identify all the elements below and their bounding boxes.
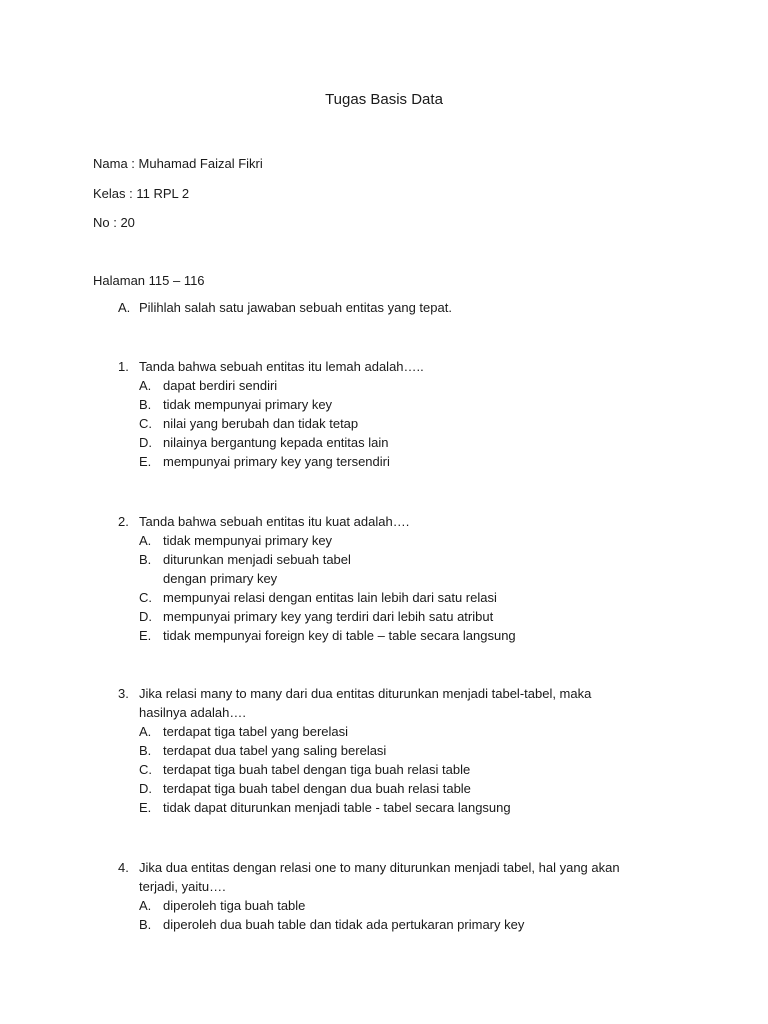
question-text: Tanda bahwa sebuah entitas itu kuat adalah….	[139, 514, 410, 529]
option-text: terdapat tiga buah tabel dengan dua buah relasi table	[163, 781, 471, 796]
question-item	[118, 858, 620, 934]
answer-option	[118, 452, 424, 471]
answer-option	[118, 414, 424, 433]
option-text: diperoleh dua buah table dan tidak ada pertukaran primary key	[163, 917, 525, 932]
option-letter: D.	[139, 609, 152, 624]
option-letter: A.	[139, 724, 152, 739]
question-item	[118, 684, 591, 817]
question-number: 3.	[118, 686, 129, 701]
option-text: nilai yang berubah dan tidak tetap	[163, 416, 359, 431]
option-letter: E.	[139, 628, 152, 643]
option-letter: A.	[139, 898, 152, 913]
option-letter: B.	[139, 743, 152, 758]
option-letter: E.	[139, 800, 152, 815]
document-title: Tugas Basis Data	[325, 91, 443, 108]
question-number: 1.	[118, 359, 129, 374]
answer-option	[118, 779, 591, 798]
page-range: Halaman 115 – 116	[93, 273, 205, 288]
option-text: tidak dapat diturunkan menjadi table - tabel secara langsung	[163, 800, 511, 815]
answer-option	[118, 376, 424, 395]
answer-option	[118, 722, 591, 741]
question-row	[118, 858, 620, 877]
option-letter: B.	[139, 917, 152, 932]
question-item	[118, 357, 424, 471]
option-text: terdapat tiga tabel yang berelasi	[163, 724, 349, 739]
question-row	[118, 512, 516, 531]
answer-option	[118, 896, 620, 915]
option-text: diperoleh tiga buah table	[163, 898, 306, 913]
question-text-continued: terjadi, yaitu….	[139, 879, 226, 894]
option-letter: D.	[139, 435, 152, 450]
section-instruction	[118, 298, 452, 317]
option-text: terdapat dua tabel yang saling berelasi	[163, 743, 387, 758]
option-text: mempunyai primary key yang tersendiri	[163, 454, 390, 469]
answer-option	[118, 760, 591, 779]
section-marker: A.	[118, 300, 131, 315]
option-text: terdapat tiga buah tabel dengan tiga buah relasi table	[163, 762, 471, 777]
option-letter: A.	[139, 533, 152, 548]
option-text: tidak mempunyai foreign key di table – table secara langsung	[163, 628, 516, 643]
question-text-continued: hasilnya adalah….	[139, 705, 246, 720]
student-name: Nama : Muhamad Faizal Fikri	[93, 156, 263, 171]
answer-option	[118, 395, 424, 414]
option-text: mempunyai relasi dengan entitas lain lebih dari satu relasi	[163, 590, 497, 605]
answer-option	[118, 741, 591, 760]
section-instruction-text: Pilihlah salah satu jawaban sebuah entitas yang tepat.	[139, 300, 452, 315]
option-text: diturunkan menjadi sebuah tabel	[163, 552, 351, 567]
option-text: nilainya bergantung kepada entitas lain	[163, 435, 389, 450]
question-item	[118, 512, 516, 645]
answer-option	[118, 588, 516, 607]
question-number: 2.	[118, 514, 129, 529]
answer-option	[118, 915, 620, 934]
option-text: mempunyai primary key yang terdiri dari lebih satu atribut	[163, 609, 494, 624]
option-letter: A.	[139, 378, 152, 393]
option-text: dapat berdiri sendiri	[163, 378, 278, 393]
option-letter: D.	[139, 781, 152, 796]
answer-option	[118, 626, 516, 645]
answer-option	[118, 531, 516, 550]
answer-option	[118, 433, 424, 452]
option-letter: C.	[139, 590, 152, 605]
question-number: 4.	[118, 860, 129, 875]
question-text: Tanda bahwa sebuah entitas itu lemah adalah…..	[139, 359, 424, 374]
option-letter: B.	[139, 552, 152, 567]
option-letter: C.	[139, 416, 152, 431]
student-class: Kelas : 11 RPL 2	[93, 186, 190, 201]
option-text: tidak mempunyai primary key	[163, 533, 333, 548]
question-text: Jika dua entitas dengan relasi one to many diturunkan menjadi tabel, hal yang akan	[139, 860, 620, 875]
option-letter: C.	[139, 762, 152, 777]
option-letter: B.	[139, 397, 152, 412]
option-letter: E.	[139, 454, 152, 469]
answer-option	[118, 798, 591, 817]
option-text: tidak mempunyai primary key	[163, 397, 333, 412]
student-number: No : 20	[93, 215, 135, 230]
answer-option	[118, 550, 516, 569]
question-row	[118, 357, 424, 376]
question-text: Jika relasi many to many dari dua entitas diturunkan menjadi tabel-tabel, maka	[139, 686, 592, 701]
answer-option	[118, 607, 516, 626]
question-row	[118, 684, 591, 703]
option-text-continued: dengan primary key	[163, 571, 278, 586]
